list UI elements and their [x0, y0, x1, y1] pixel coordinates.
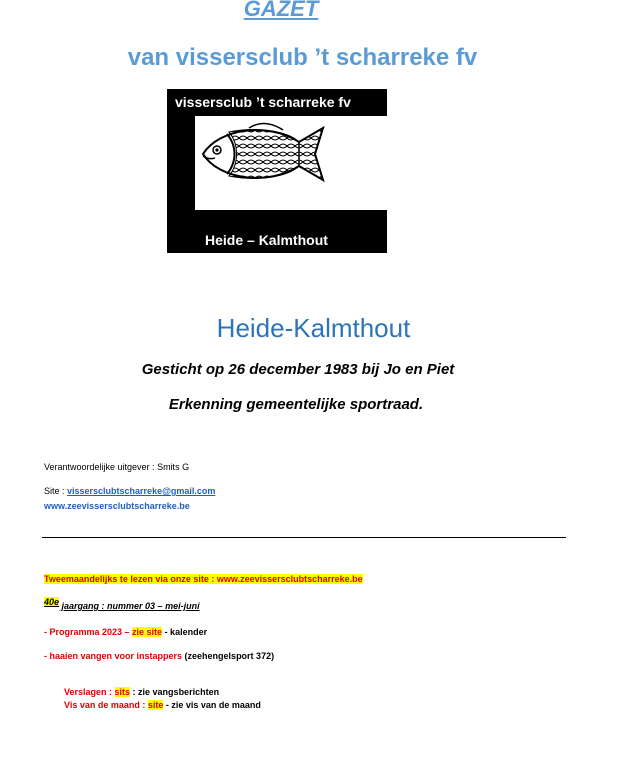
divider [42, 537, 566, 538]
logo-bottom-text: Heide – Kalmthout [205, 232, 328, 248]
verslagen-label: Verslagen : [64, 687, 115, 697]
recognition-line: Erkenning gemeentelijke sportraad. [168, 396, 424, 413]
verslagen-site-link[interactable]: sits [114, 687, 131, 697]
logo-top-text: vissersclub ’t scharreke fv [175, 94, 351, 110]
programma-site-link[interactable]: zie site [132, 627, 163, 637]
website-link[interactable]: www.zeevissersclubtscharreke.be [44, 501, 190, 511]
verslagen-suffix: : zie vangsberichten [130, 687, 220, 697]
programma-suffix: - kalender [162, 627, 208, 637]
visvan-site-link[interactable]: site [147, 700, 164, 710]
verslagen-line [64, 687, 219, 697]
edition-text: jaargang : nummer 03 – mei-juni [59, 601, 200, 611]
visvan-label: Vis van de maand : [64, 700, 148, 710]
haaien-text: - haaien vangen voor instappers [44, 651, 185, 661]
programma-line [44, 627, 207, 637]
edition-line [44, 597, 200, 611]
haaien-line [44, 651, 274, 661]
publisher-line: Verantwoordelijke uitgever : Smits G [44, 462, 190, 472]
site-line [44, 486, 215, 496]
place-heading: Heide-Kalmthout [216, 313, 411, 343]
edition-number: 40e [44, 597, 60, 607]
visvan-suffix: - zie vis van de maand [163, 700, 261, 710]
notice-line: Tweemaandelijks te lezen via onze site : www.zeevissersclubtscharreke.be [44, 574, 363, 584]
email-link[interactable]: vissersclubtscharreke@gmail.com [67, 486, 216, 496]
programma-text: - Programma 2023 – [44, 627, 133, 637]
club-subtitle: van vissersclub ’t scharreke fv [127, 44, 478, 71]
club-logo [167, 89, 387, 253]
haaien-suffix: (zeehengelsport 372) [184, 651, 275, 661]
gazet-title: GAZET [243, 0, 319, 21]
fish-icon [199, 118, 327, 190]
founded-line: Gesticht op 26 december 1983 bij Jo en Piet [141, 361, 455, 378]
visvan-line [64, 700, 261, 710]
site-label: Site : [44, 486, 68, 496]
